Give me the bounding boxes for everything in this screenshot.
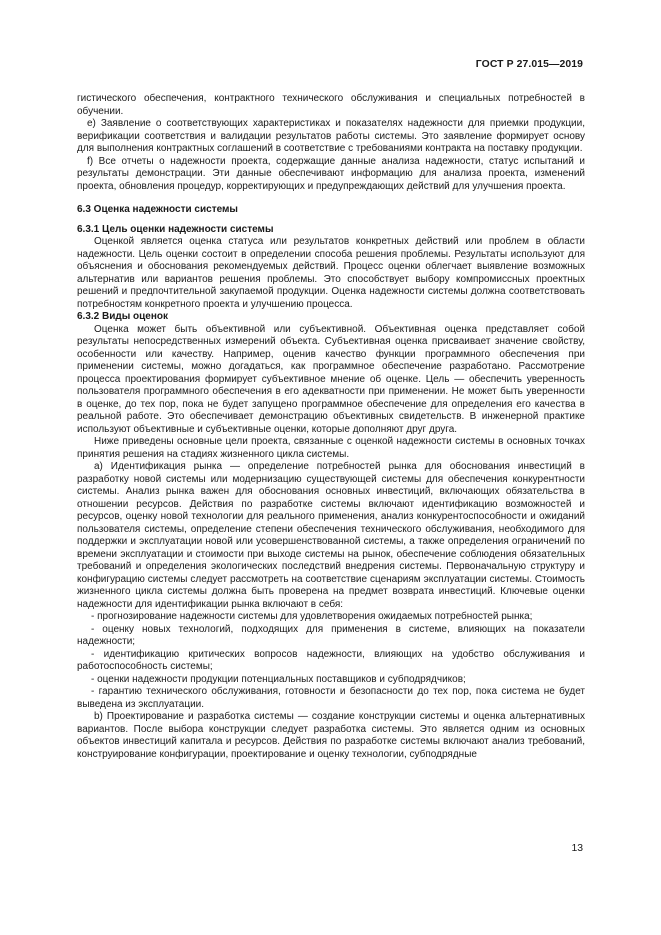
bullet-item: - гарантию технического обслуживания, готовности и безопасности до тех пор, пока система не будет выведена из эксплуатации.: [77, 686, 585, 710]
paragraph-purpose: Оценкой является оценка статуса или результатов конкретных действий или проблем в области надежности. Цель оценки состоит в определении способа решения проблемы. Результаты используют для объяснения и обоснования рекомендуемых действий. Процесс оценки облегчает выявление возможных альтернатив или вариантов решения проблемы. Это способствует выбору компромиссных проектных решений и предпочтительной закупаемой продукции. Оценка надежности системы должна соответствовать потребностям конкретного проекта и улучшению процесса.: [77, 236, 585, 310]
section-heading-6-3: 6.3 Оценка надежности системы: [77, 204, 238, 215]
bullet-item: - прогнозирование надежности системы для удовлетворения ожидаемых потребностей рынка;: [91, 611, 533, 622]
list-item-b: b) Проектирование и разработка системы — создание конструкции системы и оценка альтернативных вариантов. После выбора конструкции следует разработка системы. Это является одним из основных объектов инвестиций капитала и ресурсов. Действия по разработке системы включают анализ требований, конструирование конфигурации, проектирование и оценку технологии, субподрядные: [77, 711, 585, 760]
subsection-heading-6-3-1: 6.3.1 Цель оценки надежности системы: [77, 223, 274, 235]
document-body: [77, 93, 585, 761]
paragraph-assessment-types: Оценка может быть объективной или субъективной. Объективная оценка представляет собой результаты непосредственных измерений объекта. Субъективная оценка присваивает значение свойству, особенности или качеству. Например, оценив качество функции программного обеспечения при применении системы, можно догадаться, как программное обеспечение разработано. Рассмотрение процесса проектирования формирует субъективное мнение об оценке. Цель — обеспечить уверенность пользователя программного обеспечения в его адекватности при применении. Не может быть уверенности в оценке, до тех пор, пока не будет запущено программное обеспечение для определения его качества в реальной работе. Это обеспечивает демонстрацию объективных свидетельств. В инженерной практике используют объективные и субъективные оценки, которые дополняют друг друга.: [77, 323, 585, 435]
bullet-item: - идентификацию критических вопросов надежности, влияющих на удобство обслуживания и работоспособность системы;: [77, 648, 585, 672]
list-item-f: f) Все отчеты о надежности проекта, содержащие данные анализа надежности, статус испытаний и результаты демонстрации. Эти данные обеспечивают информацию для анализа проекта, изменений проекта, обновления процедур, корректирующих и предупреждающих действий для улучшения проекта.: [77, 155, 585, 192]
bullet-item: - оценку новых технологий, подходящих для применения в системе, влияющих на показатели надежности;: [77, 623, 585, 647]
paragraph-intro-goals: Ниже приведены основные цели проекта, связанные с оценкой надежности системы в основных точках принятия решения на стадиях жизненного цикла системы.: [77, 436, 585, 460]
page-number: 13: [571, 843, 583, 854]
bullet-item: - оценки надежности продукции потенциальных поставщиков и субподрядчиков;: [91, 673, 466, 685]
document-code-header: ГОСТ Р 27.015—2019: [475, 59, 583, 70]
list-item-a: а) Идентификация рынка — определение потребностей рынка для обоснования инвестиций в разработку новой системы или модернизацию существующей системы для обеспечения конкурентности системы. Анализ рынка важен для обоснования основных инвестиций, включающих обязательства в отношении ресурсов. Действия по разработке системы включают идентификацию возможностей и ресурсов, оценку новой технологии для реального применения, анализ конкурентоспособности и ожиданий пользователя системы, определение степени обеспечения технического обслуживания, необходимого для поддержки и эксплуатации новой или усовершенствованной системы, а также определения ограничений по времени эксплуатации и стоимости при выходе системы на рынок, обеспечение соблюдения обязательных требований и определения экологических последствий внедрения системы. Первоначальную структуру и конфигурацию системы следует рассмотреть на соответствие сценариям эксплуатации системы. Стоимость жизненного цикла системы должна быть проверена на предмет возврата инвестиций. Ключевые оценки надежности для идентификации рынка включают в себя:: [77, 461, 585, 610]
paragraph-continuation: гистического обеспечения, контрактного технического обслуживания и специальных потребностей в обучении.: [77, 93, 585, 117]
subsection-heading-6-3-2: 6.3.2 Виды оценок: [77, 311, 169, 322]
list-item-e: е) Заявление о соответствующих характеристиках и показателях надежности для приемки продукции, верификации соответствия и валидации результатов работы системы. Это заявление формирует основу для выполнения контрактных соглашений в соответствие с требованиями контракта на поставку продукции.: [77, 118, 585, 154]
